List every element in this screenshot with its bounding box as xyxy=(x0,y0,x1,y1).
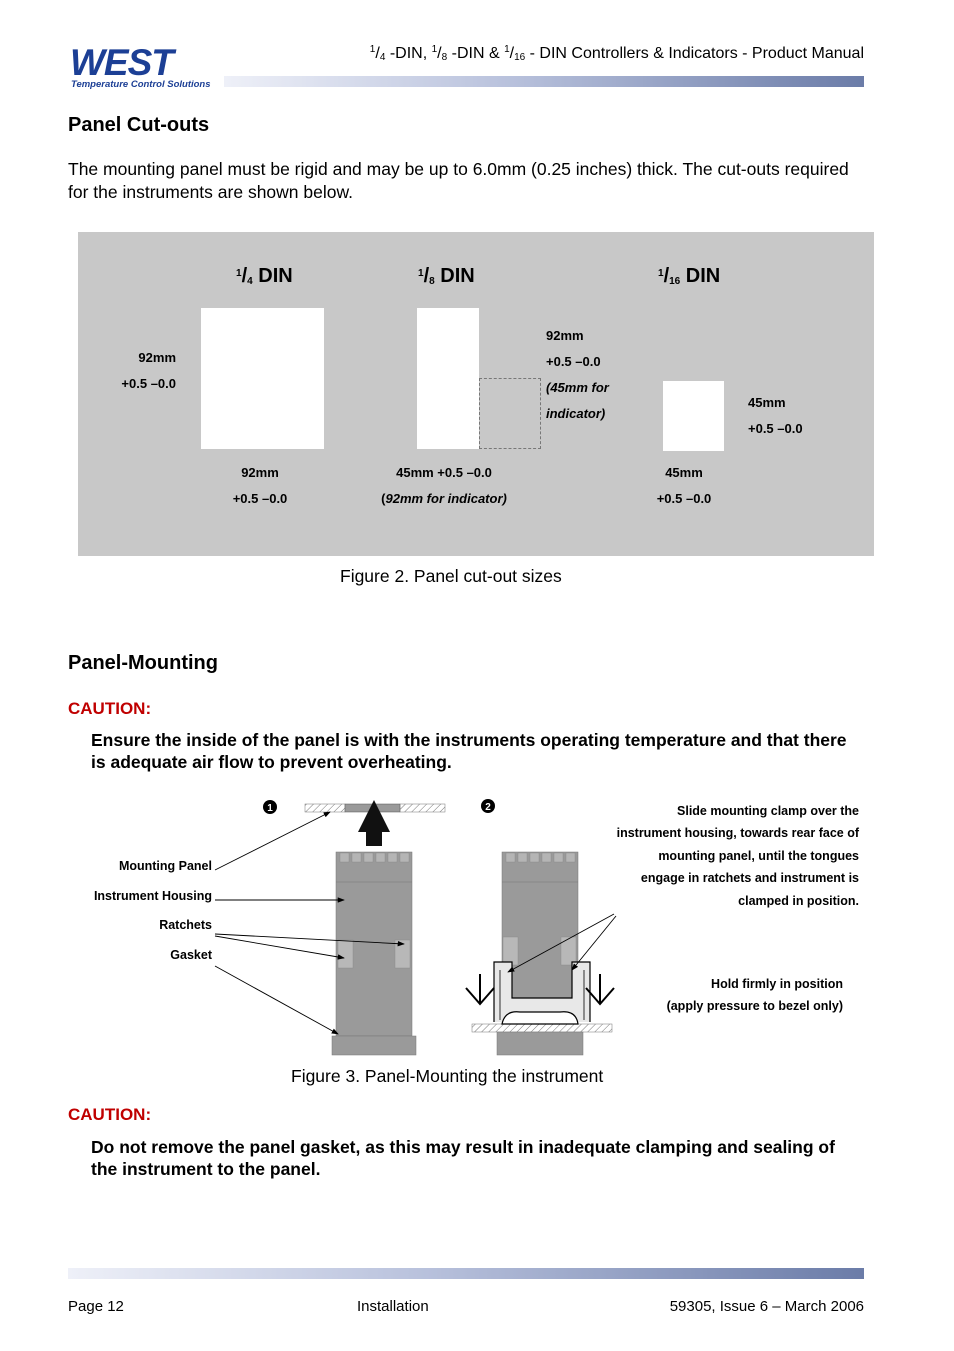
instrument-housing-1 xyxy=(332,852,416,1055)
bezel-1 xyxy=(332,1036,416,1055)
eighth-indicator-outline xyxy=(479,378,541,449)
sixteenth-din-cutout xyxy=(663,381,724,451)
quarter-din-title: $^1/_4$ DIN xyxy=(236,265,293,287)
caution-text-2: Do not remove the panel gasket, as this may result in inadequate clamping and sealing of the instrument to the panel. xyxy=(91,1137,835,1179)
section-heading-panel-mounting: Panel-Mounting xyxy=(68,652,218,674)
label-mounting-panel: Mounting Panel xyxy=(118,859,212,873)
figure3-caption: Figure 3. Panel-Mounting the instrument xyxy=(291,1066,604,1086)
quarter-din-cutout xyxy=(201,308,324,449)
logo-wordmark: WEST xyxy=(70,44,173,83)
quarter-width-label: 92mm +0.5 –0.0 xyxy=(232,465,288,506)
header-divider xyxy=(224,76,864,87)
eighth-width-label: 45mm +0.5 –0.0 (92mm for indicator) xyxy=(381,465,507,506)
svg-text:1: 1 xyxy=(267,803,273,814)
intro-paragraph: The mounting panel must be rigid and may be up to 6.0mm (0.25 inches) thick. The cut-outs required for the instruments are shown below. xyxy=(68,159,849,202)
document-title: $^1/_4$ -DIN, $^1/_8$ -DIN & $^1/_{16}$ - DIN Controllers & Indicators - Product Manual xyxy=(369,44,864,63)
eighth-din-title: $^1/_8$ DIN xyxy=(418,265,475,287)
caution-text-1: Ensure the inside of the panel is with the instruments operating temperature and that there is adequate air flow to prevent overheating. xyxy=(91,730,847,772)
instruction-slide-clamp: Slide mounting clamp over the instrument housing, towards rear face of mounting panel, until the tongues engage in ratchets and instrument is clamped in position. xyxy=(616,804,859,908)
sixteenth-width-label: 45mm +0.5 –0.0 xyxy=(656,465,712,506)
sixteenth-height-label: 45mm +0.5 –0.0 xyxy=(748,395,803,436)
label-instrument-housing: Instrument Housing xyxy=(93,889,212,903)
sixteenth-din-title: $^1/_{16}$ DIN xyxy=(658,265,721,287)
quarter-height-label: 92mm +0.5 –0.0 xyxy=(121,350,176,391)
figure2-caption: Figure 2. Panel cut-out sizes xyxy=(340,566,562,586)
gasket xyxy=(502,1012,578,1024)
footer-page-number: Page 12 xyxy=(68,1298,124,1315)
svg-text:2: 2 xyxy=(485,802,491,813)
logo-tagline: Temperature Control Solutions xyxy=(71,79,211,90)
footer-document-id: 59305, Issue 6 – March 2006 xyxy=(669,1298,864,1315)
instrument-housing-2 xyxy=(502,852,578,1000)
footer-divider xyxy=(68,1268,864,1279)
section-heading-panel-cutouts: Panel Cut-outs xyxy=(68,114,210,136)
eighth-height-label: 92mm +0.5 –0.0 (45mm for indicator) xyxy=(546,328,609,421)
bezel-2 xyxy=(497,1032,583,1055)
west-logo xyxy=(68,44,224,90)
mounting-panel-2 xyxy=(472,1012,612,1055)
caution-label-1: CAUTION: xyxy=(68,699,152,718)
label-ratchets: Ratchets xyxy=(159,918,212,932)
caution-label-2: CAUTION: xyxy=(68,1105,152,1124)
label-gasket: Gasket xyxy=(170,948,212,962)
eighth-din-cutout xyxy=(417,308,479,449)
instruction-hold-firmly: Hold firmly in position (apply pressure to bezel only) xyxy=(666,977,843,1014)
footer-section: Installation xyxy=(357,1298,429,1315)
